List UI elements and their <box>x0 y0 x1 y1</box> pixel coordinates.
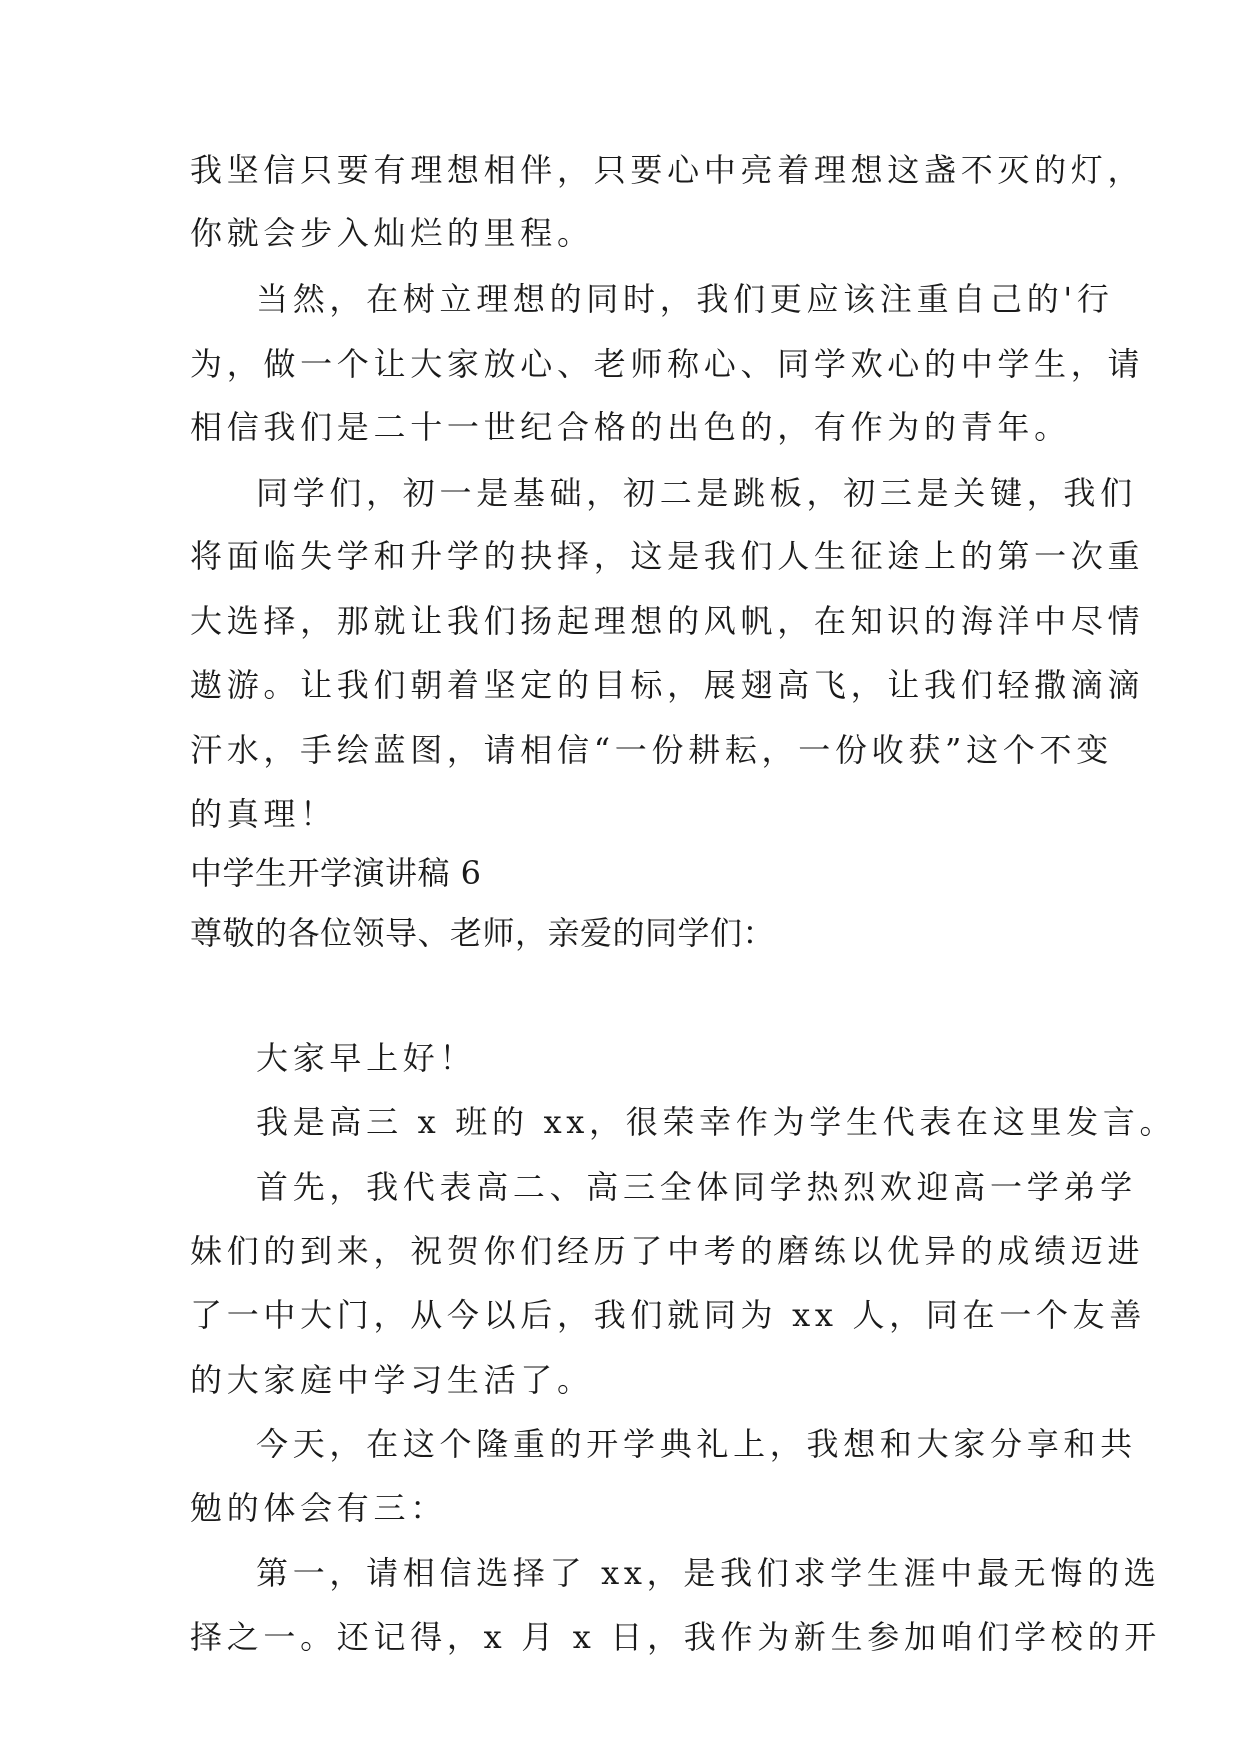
paragraph-first-line: 今天，在这个隆重的开学典礼上，我想和大家分享和共 <box>256 1425 1137 1463</box>
text-line: 相信我们是二十一世纪合格的出色的，有作为的青年。 <box>190 408 1071 446</box>
paragraph-first-line: 当然，在树立理想的同时，我们更应该注重自己的'行 <box>256 280 1114 318</box>
text-line: 为，做一个让大家放心、老师称心、同学欢心的中学生，请 <box>190 345 1145 383</box>
salutation: 尊敬的各位领导、老师，亲爱的同学们： <box>190 914 776 952</box>
text-line: 你就会步入灿烂的里程。 <box>190 214 594 252</box>
greeting: 大家早上好！ <box>256 1039 477 1077</box>
text-line: 遨游。让我们朝着坚定的目标，展翅高飞，让我们轻撒滴滴 <box>190 666 1145 704</box>
text-line: 择之一。还记得，x 月 x 日，我作为新生参加咱们学校的开 <box>190 1618 1161 1656</box>
text-line: 勉的体会有三： <box>190 1489 447 1527</box>
paragraph-first-line: 第一，请相信选择了 xx，是我们求学生涯中最无悔的选 <box>256 1554 1161 1592</box>
paragraph-first-line: 我是高三 x 班的 xx，很荣幸作为学生代表在这里发言。 <box>256 1103 1177 1141</box>
text-line: 了一中大门，从今以后，我们就同为 xx 人，同在一个友善 <box>190 1296 1147 1334</box>
text-line: 妹们的到来，祝贺你们经历了中考的磨练以优异的成绩迈进 <box>190 1232 1145 1270</box>
text-line: 大选择，那就让我们扬起理想的风帆，在知识的海洋中尽情 <box>190 602 1145 640</box>
text-line: 的真理！ <box>190 795 337 833</box>
paragraph-first-line: 首先，我代表高二、高三全体同学热烈欢迎高一学弟学 <box>256 1168 1137 1206</box>
section-heading: 中学生开学演讲稿 6 <box>190 854 482 892</box>
text-line: 将面临失学和升学的抉择，这是我们人生征途上的第一次重 <box>190 537 1145 575</box>
paragraph-first-line: 同学们，初一是基础，初二是跳板，初三是关键，我们 <box>256 474 1137 512</box>
text-line: 我坚信只要有理想相伴，只要心中亮着理想这盏不灭的灯， <box>190 151 1145 189</box>
text-line: 汗水，手绘蓝图，请相信“一份耕耘，一份收获”这个不变 <box>190 731 1113 769</box>
text-line: 的大家庭中学习生活了。 <box>190 1361 594 1399</box>
